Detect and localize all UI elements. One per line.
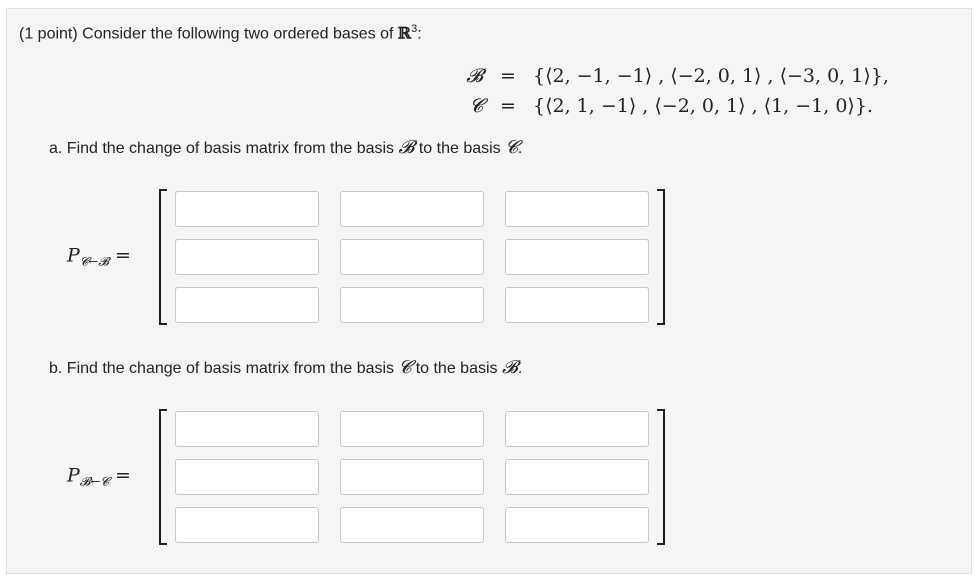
equals-sign: = [500, 65, 516, 87]
matrix-a-cell-1-3[interactable] [505, 191, 649, 227]
basis-c-symbol: 𝓒 [469, 95, 483, 117]
part-b-mid: to the basis [411, 360, 502, 377]
field-symbol: ℝ [397, 23, 412, 43]
matrix-b-label-sub: 𝓑←𝓒 [79, 474, 109, 489]
matrix-b-cell-1-2[interactable] [340, 411, 484, 447]
problem-panel [6, 8, 972, 574]
matrix-b-cell-1-3[interactable] [505, 411, 649, 447]
matrix-b-cell-2-3[interactable] [505, 459, 649, 495]
matrix-a-right-bracket [657, 189, 665, 325]
part-b-end: . [517, 360, 523, 377]
basis-definitions [447, 65, 889, 125]
basis-c-definition [447, 95, 889, 125]
part-b-text: b. Find the change of basis matrix from the basis [49, 360, 399, 377]
matrix-a-cell-2-2[interactable] [340, 239, 484, 275]
matrix-a-cell-2-1[interactable] [175, 239, 319, 275]
matrix-b-equals: = [114, 464, 131, 487]
matrix-a-label-sub: 𝓒←𝓑 [79, 254, 109, 269]
matrix-a-label-main: P [67, 244, 80, 267]
field-power: 3 [411, 23, 418, 35]
matrix-b-label [67, 465, 157, 490]
basis-b-vectors: {⟨2, −1, −1⟩ , ⟨−2, 0, 1⟩ , ⟨−3, 0, 1⟩}, [533, 65, 889, 87]
matrix-a-cell-1-1[interactable] [175, 191, 319, 227]
matrix-b-cell-1-1[interactable] [175, 411, 319, 447]
matrix-a-cell-2-3[interactable] [505, 239, 649, 275]
part-a-question [49, 137, 522, 158]
part-b-from-symbol: 𝓒 [398, 357, 412, 378]
matrix-b-label-main: P [67, 464, 80, 487]
matrix-a-left-bracket [159, 189, 167, 325]
part-b-question [49, 357, 522, 378]
matrix-a-cell-3-3[interactable] [505, 287, 649, 323]
matrix-b-cell-3-3[interactable] [505, 507, 649, 543]
matrix-b-left-bracket [159, 409, 167, 545]
part-a-from-symbol: 𝓑 [398, 137, 415, 158]
matrix-b-right-bracket [657, 409, 665, 545]
matrix-b-cell-3-2[interactable] [340, 507, 484, 543]
basis-b-definition [447, 65, 889, 95]
matrix-b-cell-3-1[interactable] [175, 507, 319, 543]
part-a-text: a. Find the change of basis matrix from the basis [49, 140, 399, 157]
matrix-b [67, 409, 687, 545]
matrix-a [67, 189, 687, 325]
part-a-end: . [517, 140, 523, 157]
problem-intro [19, 23, 422, 43]
matrix-a-cell-1-2[interactable] [340, 191, 484, 227]
matrix-b-cell-2-1[interactable] [175, 459, 319, 495]
equals-sign: = [500, 95, 516, 117]
part-a-mid: to the basis [414, 140, 506, 157]
matrix-a-cell-3-1[interactable] [175, 287, 319, 323]
matrix-a-label [67, 245, 157, 270]
basis-c-vectors: {⟨2, 1, −1⟩ , ⟨−2, 0, 1⟩ , ⟨1, −1, 0⟩}. [533, 95, 873, 117]
intro-tail: : [417, 25, 422, 43]
matrix-a-cell-3-2[interactable] [340, 287, 484, 323]
part-b-to-symbol: 𝓑 [501, 357, 518, 378]
part-a-to-symbol: 𝓒 [505, 137, 518, 158]
matrix-a-equals: = [114, 244, 131, 267]
matrix-b-cell-2-2[interactable] [340, 459, 484, 495]
basis-b-symbol: 𝓑 [466, 65, 483, 87]
intro-text: (1 point) Consider the following two ordered bases of [19, 25, 398, 43]
